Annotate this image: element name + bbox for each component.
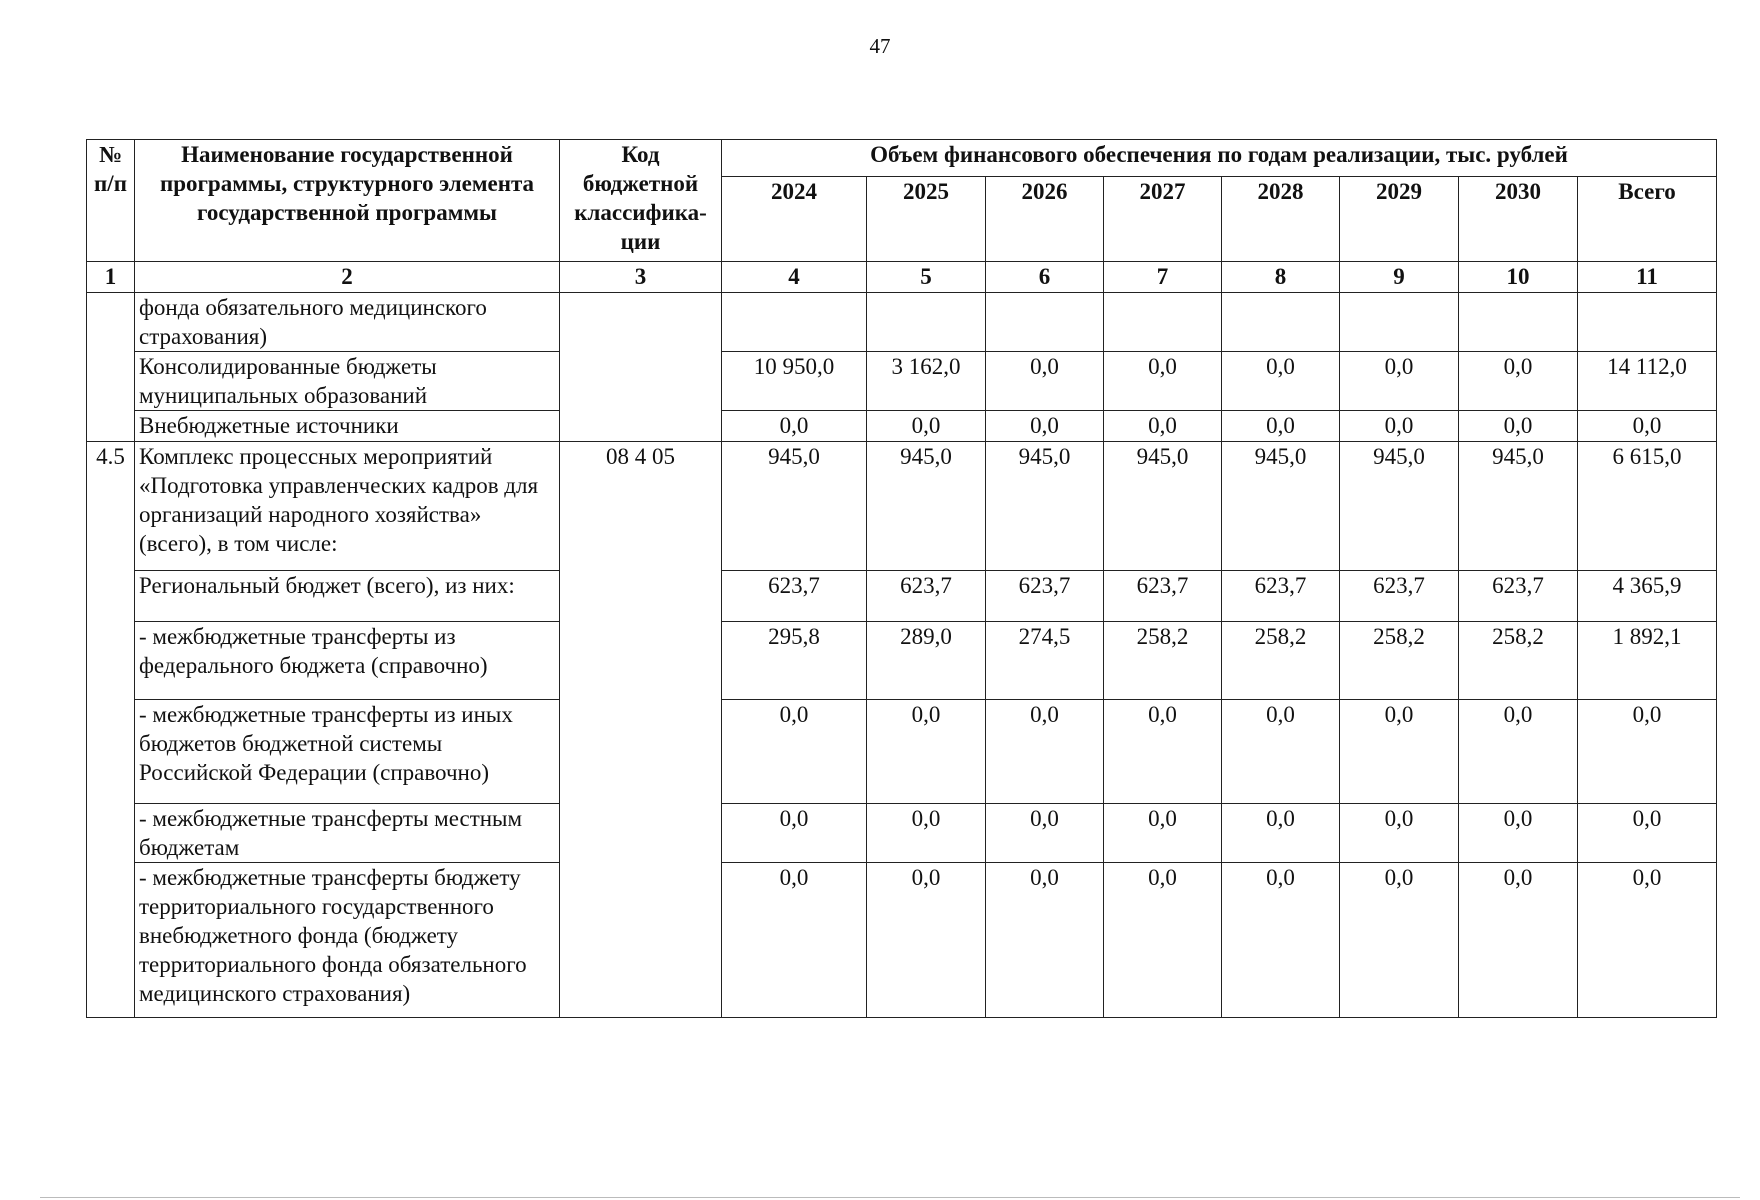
row-name: Консолидированные бюджеты муниципальных образований bbox=[135, 352, 560, 411]
value-cell: 0,0 bbox=[1340, 863, 1459, 1018]
column-number: 9 bbox=[1340, 262, 1459, 293]
value-cell bbox=[1222, 293, 1340, 352]
value-cell: 289,0 bbox=[867, 622, 986, 700]
header-num: № п/п bbox=[87, 140, 135, 262]
value-cell: 3 162,0 bbox=[867, 352, 986, 411]
value-cell bbox=[986, 293, 1104, 352]
value-cell: 295,8 bbox=[722, 622, 867, 700]
header-year: Всего bbox=[1578, 177, 1717, 262]
budget-code: 08 4 05 bbox=[560, 442, 722, 1018]
column-number: 2 bbox=[135, 262, 560, 293]
value-cell: 0,0 bbox=[1578, 804, 1717, 863]
header-year: 2029 bbox=[1340, 177, 1459, 262]
budget-code bbox=[560, 293, 722, 442]
value-cell: 0,0 bbox=[1459, 411, 1578, 442]
column-number: 1 bbox=[87, 262, 135, 293]
value-cell: 0,0 bbox=[1459, 352, 1578, 411]
value-cell: 0,0 bbox=[1578, 411, 1717, 442]
value-cell: 945,0 bbox=[1222, 442, 1340, 571]
page-number: 47 bbox=[869, 34, 891, 58]
bottom-rule bbox=[40, 1197, 1740, 1198]
value-cell: 10 950,0 bbox=[722, 352, 867, 411]
column-number: 4 bbox=[722, 262, 867, 293]
column-numbers-row bbox=[87, 262, 1717, 293]
table-row bbox=[87, 622, 1717, 700]
column-number: 5 bbox=[867, 262, 986, 293]
value-cell: 0,0 bbox=[867, 700, 986, 804]
header-year: 2030 bbox=[1459, 177, 1578, 262]
value-cell: 945,0 bbox=[867, 442, 986, 571]
value-cell: 0,0 bbox=[1340, 804, 1459, 863]
value-cell: 0,0 bbox=[867, 411, 986, 442]
value-cell: 945,0 bbox=[1340, 442, 1459, 571]
value-cell: 945,0 bbox=[1459, 442, 1578, 571]
value-cell: 0,0 bbox=[1104, 700, 1222, 804]
header-volume: Объем финансового обеспечения по годам реализации, тыс. рублей bbox=[722, 140, 1717, 177]
value-cell: 0,0 bbox=[722, 804, 867, 863]
column-number: 8 bbox=[1222, 262, 1340, 293]
row-name: - межбюджетные трансферты местным бюджетам bbox=[135, 804, 560, 863]
table-row bbox=[87, 804, 1717, 863]
value-cell: 0,0 bbox=[1222, 411, 1340, 442]
row-name: Внебюджетные источники bbox=[135, 411, 560, 442]
value-cell: 0,0 bbox=[1340, 411, 1459, 442]
value-cell: 0,0 bbox=[986, 411, 1104, 442]
row-name: фонда обязательного медицинского страхования) bbox=[135, 293, 560, 352]
table-row bbox=[87, 293, 1717, 352]
header-code: Код бюджетной классифика-ции bbox=[560, 140, 722, 262]
row-name: - межбюджетные трансферты бюджету территориального государственного внебюджетного фонда (бюджету территориального фонда обязательного медицинского страхования) bbox=[135, 863, 560, 1018]
row-number: 4.5 bbox=[87, 442, 135, 1018]
value-cell: 0,0 bbox=[1222, 863, 1340, 1018]
table-body bbox=[87, 293, 1717, 1018]
column-number: 10 bbox=[1459, 262, 1578, 293]
row-name: Региональный бюджет (всего), из них: bbox=[135, 571, 560, 622]
value-cell: 14 112,0 bbox=[1578, 352, 1717, 411]
value-cell: 0,0 bbox=[1222, 352, 1340, 411]
value-cell: 623,7 bbox=[986, 571, 1104, 622]
value-cell: 0,0 bbox=[1104, 411, 1222, 442]
column-number: 6 bbox=[986, 262, 1104, 293]
value-cell: 0,0 bbox=[1459, 804, 1578, 863]
value-cell: 1 892,1 bbox=[1578, 622, 1717, 700]
value-cell: 0,0 bbox=[722, 863, 867, 1018]
row-name: - межбюджетные трансферты из федерального бюджета (справочно) bbox=[135, 622, 560, 700]
table-row bbox=[87, 411, 1717, 442]
value-cell bbox=[1459, 293, 1578, 352]
value-cell: 0,0 bbox=[867, 804, 986, 863]
value-cell: 623,7 bbox=[1222, 571, 1340, 622]
value-cell: 623,7 bbox=[867, 571, 986, 622]
value-cell: 0,0 bbox=[1104, 804, 1222, 863]
value-cell bbox=[1340, 293, 1459, 352]
value-cell bbox=[867, 293, 986, 352]
value-cell: 6 615,0 bbox=[1578, 442, 1717, 571]
value-cell: 0,0 bbox=[1578, 863, 1717, 1018]
value-cell: 623,7 bbox=[1459, 571, 1578, 622]
row-name: - межбюджетные трансферты из иных бюджетов бюджетной системы Российской Федерации (справочно) bbox=[135, 700, 560, 804]
value-cell: 0,0 bbox=[1459, 863, 1578, 1018]
value-cell: 0,0 bbox=[1104, 863, 1222, 1018]
value-cell: 0,0 bbox=[986, 700, 1104, 804]
header-year: 2028 bbox=[1222, 177, 1340, 262]
value-cell: 0,0 bbox=[1222, 804, 1340, 863]
table-row bbox=[87, 700, 1717, 804]
value-cell: 623,7 bbox=[722, 571, 867, 622]
value-cell: 0,0 bbox=[1104, 352, 1222, 411]
value-cell: 945,0 bbox=[986, 442, 1104, 571]
header-year: 2026 bbox=[986, 177, 1104, 262]
header-year: 2027 bbox=[1104, 177, 1222, 262]
header-name: Наименование государственной программы, структурного элемента государственной программы bbox=[135, 140, 560, 262]
value-cell: 0,0 bbox=[867, 863, 986, 1018]
column-number: 11 bbox=[1578, 262, 1717, 293]
value-cell: 0,0 bbox=[1459, 700, 1578, 804]
value-cell: 945,0 bbox=[722, 442, 867, 571]
value-cell: 274,5 bbox=[986, 622, 1104, 700]
value-cell: 0,0 bbox=[1340, 700, 1459, 804]
table-row bbox=[87, 442, 1717, 571]
value-cell: 258,2 bbox=[1104, 622, 1222, 700]
row-number bbox=[87, 293, 135, 442]
value-cell: 258,2 bbox=[1340, 622, 1459, 700]
table-row bbox=[87, 863, 1717, 1018]
value-cell: 623,7 bbox=[1340, 571, 1459, 622]
row-name: Комплекс процессных мероприятий «Подготовка управленческих кадров для организаций народного хозяйства» (всего), в том числе: bbox=[135, 442, 560, 571]
value-cell: 258,2 bbox=[1222, 622, 1340, 700]
value-cell bbox=[1104, 293, 1222, 352]
value-cell: 0,0 bbox=[986, 804, 1104, 863]
value-cell: 0,0 bbox=[986, 352, 1104, 411]
table-row bbox=[87, 352, 1717, 411]
table-row bbox=[87, 571, 1717, 622]
value-cell bbox=[1578, 293, 1717, 352]
value-cell: 0,0 bbox=[722, 700, 867, 804]
value-cell: 945,0 bbox=[1104, 442, 1222, 571]
budget-table bbox=[86, 139, 1717, 1018]
value-cell: 4 365,9 bbox=[1578, 571, 1717, 622]
header-year: 2025 bbox=[867, 177, 986, 262]
value-cell bbox=[722, 293, 867, 352]
value-cell: 623,7 bbox=[1104, 571, 1222, 622]
value-cell: 258,2 bbox=[1459, 622, 1578, 700]
value-cell: 0,0 bbox=[1340, 352, 1459, 411]
value-cell: 0,0 bbox=[1222, 700, 1340, 804]
column-number: 3 bbox=[560, 262, 722, 293]
value-cell: 0,0 bbox=[986, 863, 1104, 1018]
column-number: 7 bbox=[1104, 262, 1222, 293]
header-year: 2024 bbox=[722, 177, 867, 262]
value-cell: 0,0 bbox=[1578, 700, 1717, 804]
value-cell: 0,0 bbox=[722, 411, 867, 442]
